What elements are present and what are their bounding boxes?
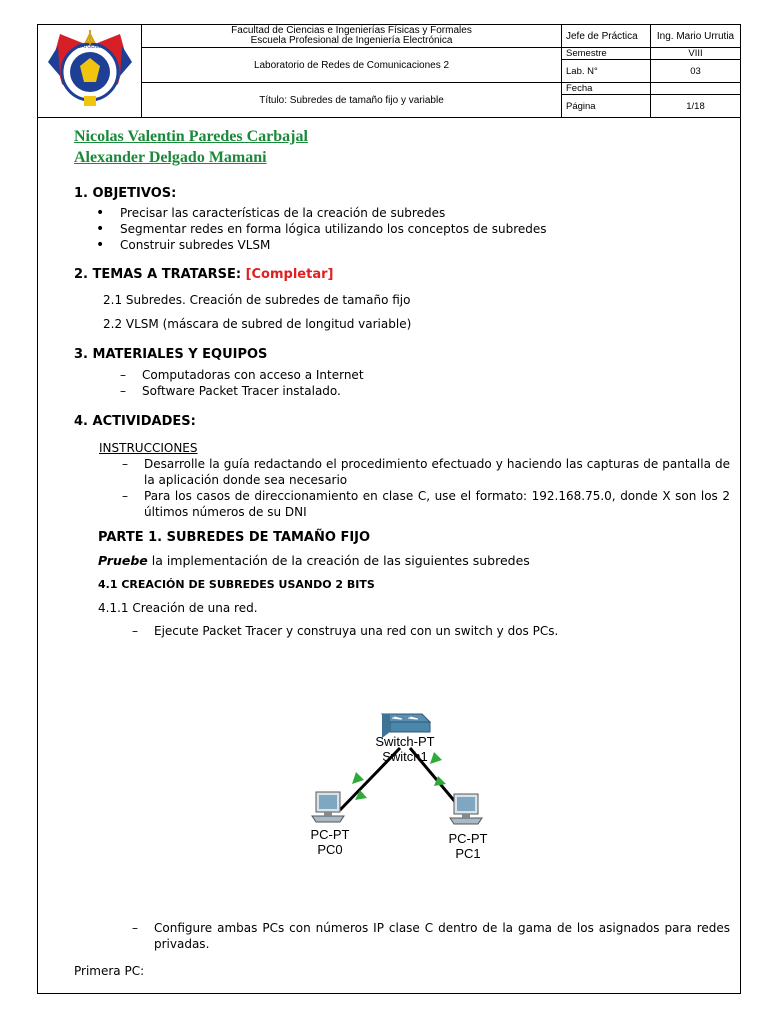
- switch-name-label: Switch1: [382, 749, 428, 764]
- pruebe-rest: la implementación de la creación de las siguientes subredes: [147, 553, 530, 568]
- lower-body: [74, 920, 730, 979]
- step-list-2: [74, 920, 730, 952]
- network-diagram: [290, 700, 510, 870]
- lab-name: Laboratorio de Redes de Comunicaciones 2: [142, 48, 562, 83]
- step-list-1: [74, 623, 730, 639]
- objetivos-heading: 1. OBJETIVOS:: [74, 186, 177, 201]
- faculty-line2: Escuela Profesional de Ingeniería Electrónica: [250, 35, 453, 46]
- subsection-41: 4.1 CREACIÓN DE SUBREDES USANDO 2 BITS: [98, 578, 375, 591]
- completar-tag: [Completar]: [245, 267, 334, 282]
- faculty-cell: [142, 25, 562, 48]
- materiales-heading: 3. MATERIALES Y EQUIPOS: [74, 347, 268, 362]
- pruebe-word: Pruebe: [98, 553, 148, 568]
- tema-item: 2.2 VLSM (máscara de subred de longitud variable): [103, 317, 412, 331]
- jefe-value: Ing. Mario Urrutia: [651, 25, 741, 48]
- author-1: Nicolas Valentin Paredes Carbajal: [74, 128, 308, 145]
- list-item: – Desarrolle la guía redactando el procedimiento efectuado y haciendo las capturas de pantalla de la aplicación donde sea necesario: [74, 456, 730, 488]
- list-item: – Computadoras con acceso a Internet: [74, 367, 730, 383]
- document-body: [74, 120, 730, 639]
- faculty-line1: Facultad de Ciencias e Ingenierías Físicas y Formales: [231, 25, 472, 36]
- pruebe-line: [98, 553, 730, 569]
- header-table: [37, 24, 741, 118]
- temas-title: 2. TEMAS A TRATARSE: [74, 267, 236, 282]
- list-item: • Construir subredes VLSM: [74, 237, 730, 253]
- pc0-name-label: PC0: [317, 842, 343, 857]
- pc0-type-label: PC-PT: [310, 827, 350, 842]
- primera-pc-label: Primera PC:: [74, 964, 145, 978]
- objetivos-list: [74, 205, 730, 253]
- logo-text: CATOLICA: [77, 43, 102, 50]
- list-item: – Para los casos de direccionamiento en clase C, use el formato: 192.168.75.0, donde X son los 2 últimos números de su DNI: [74, 488, 730, 520]
- list-item: – Configure ambas PCs con números IP clase C dentro de la gama de los asignados para redes privadas.: [74, 920, 730, 952]
- list-item: – Ejecute Packet Tracer y construya una red con un switch y dos PCs.: [74, 623, 730, 639]
- tema-item: 2.1 Subredes. Creación de subredes de tamaño fijo: [103, 293, 411, 307]
- pagina-label: Página: [562, 95, 651, 118]
- instrucciones-list: [74, 456, 730, 520]
- switch-type-label: Switch-PT: [375, 734, 435, 749]
- semestre-label: Semestre: [562, 48, 651, 60]
- fecha-value: [651, 83, 741, 95]
- pc1-type-label: PC-PT: [448, 831, 488, 846]
- temas-heading: [74, 267, 730, 283]
- temas-colon: :: [235, 267, 246, 282]
- logo-cell: [38, 25, 142, 118]
- link-light-1: [430, 752, 442, 764]
- list-item: – Software Packet Tracer instalado.: [74, 383, 730, 399]
- list-item: • Segmentar redes en forma lógica utilizando los conceptos de subredes: [74, 221, 730, 237]
- subsection-411: 4.1.1 Creación de una red.: [98, 601, 258, 615]
- author-2: Alexander Delgado Mamani: [74, 149, 267, 166]
- pc1-icon: [450, 794, 482, 824]
- pagina-value: 1/18: [651, 95, 741, 118]
- lab-number-value: 03: [651, 60, 741, 83]
- jefe-label: Jefe de Práctica: [562, 25, 651, 48]
- link-light-0: [352, 772, 364, 784]
- parte1-heading: PARTE 1. SUBREDES DE TAMAÑO FIJO: [98, 530, 371, 545]
- university-logo: [40, 26, 140, 114]
- pc0-icon: [312, 792, 344, 822]
- fecha-label: Fecha: [562, 83, 651, 95]
- doc-title: Título: Subredes de tamaño fijo y variable: [142, 83, 562, 118]
- materiales-list: [74, 367, 730, 399]
- actividades-heading: 4. ACTIVIDADES:: [74, 414, 196, 429]
- list-item: • Precisar las características de la creación de subredes: [74, 205, 730, 221]
- lab-number-label: Lab. N°: [562, 60, 651, 83]
- semestre-value: VIII: [651, 48, 741, 60]
- pc1-name-label: PC1: [455, 846, 481, 861]
- instrucciones-heading: INSTRUCCIONES: [99, 441, 198, 455]
